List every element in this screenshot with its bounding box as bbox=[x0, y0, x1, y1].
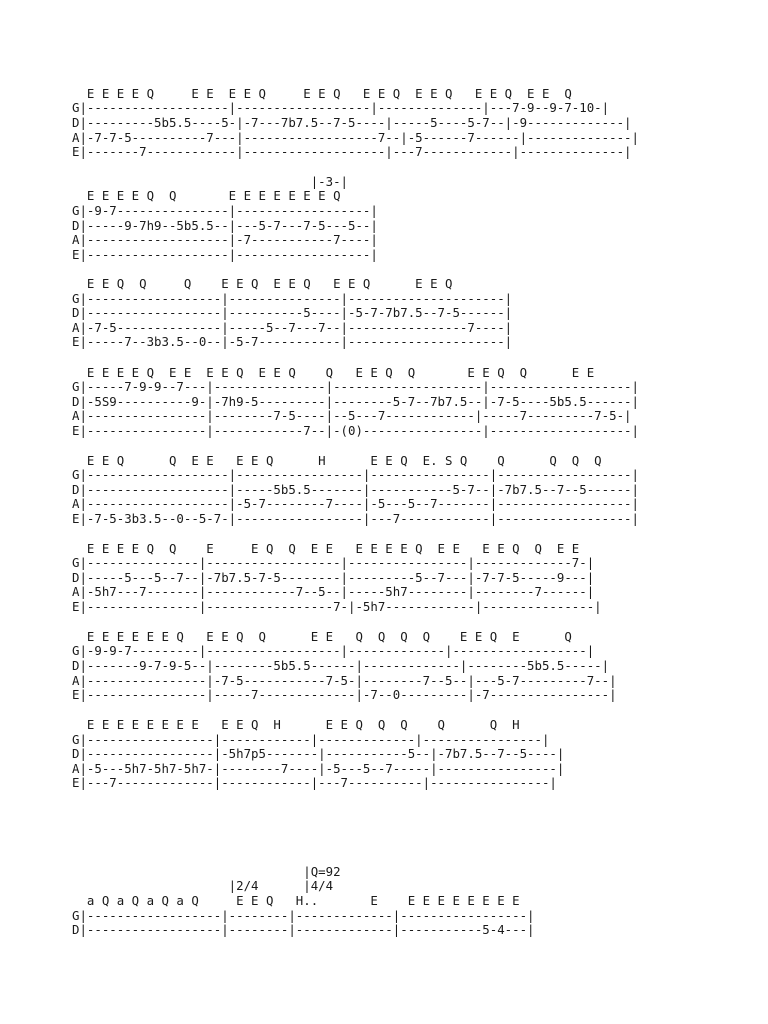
string-line-e: E|-------------------|------------------| bbox=[72, 247, 378, 262]
string-line-d: D|-------9-7-9-5--|--------5b5.5------|-------------|--------5b5.5-----| bbox=[72, 658, 610, 673]
string-line-a: A|-5h7---7-------|------------7--5--|-----5h7--------|--------7------| bbox=[72, 584, 595, 599]
string-line-g: G|-------------------|------------------|--------------|---7-9--9-7-10-| bbox=[72, 100, 610, 115]
rhythm-line: E E Q Q Q E E Q E E Q E E Q E E Q bbox=[72, 276, 453, 291]
string-line-d: D|-----9-7h9--5b5.5--|---5-7---7-5---5--| bbox=[72, 218, 378, 233]
string-line-e: E|----------------|------------7--|-(0)----------------|-------------------| bbox=[72, 423, 639, 438]
string-line-g: G|-----7-9-9--7---|---------------|--------------------|-------------------| bbox=[72, 379, 639, 394]
string-line-a: A|-7-7-5----------7---|------------------7--|-5------7------|--------------| bbox=[72, 130, 639, 145]
rhythm-line: E E E E Q Q E E Q Q E E E E E E Q E E E E Q Q E E bbox=[72, 541, 580, 556]
string-line-e: E|-7-5-3b3.5--0--5-7-|-----------------|---7------------|------------------| bbox=[72, 511, 639, 526]
string-line-g: G|------------------|--------|-------------|-----------------| bbox=[72, 908, 535, 923]
string-line-d: D|-----------------|-5h7p5-------|-----------5--|-7b7.5--7--5----| bbox=[72, 746, 565, 761]
string-line-g: G|-9-9-7---------|------------------|-------------|------------------| bbox=[72, 643, 595, 658]
rhythm-line: E E Q Q E E E E Q H E E Q E. S Q Q Q Q Q bbox=[72, 453, 602, 468]
string-line-g: G|-------------------|-----------------|----------------|------------------| bbox=[72, 467, 639, 482]
rhythm-line: E E E E Q Q E E E E E E E Q bbox=[72, 188, 341, 203]
string-line-d: D|-5S9----------9-|-7h9-5---------|--------5-7--7b7.5--|-7-5----5b5.5------| bbox=[72, 394, 639, 409]
string-line-g: G|-9-7---------------|------------------| bbox=[72, 203, 378, 218]
rhythm-line: a Q a Q a Q a Q E E Q H.. E E E E E E E E E bbox=[72, 893, 520, 908]
string-line-d: D|-------------------|-----5b5.5-------|-----------5-7--|-7b7.5--7--5------| bbox=[72, 482, 639, 497]
string-line-a: A|-5---5h7-5h7-5h7-|--------7----|-5---5--7-----|----------------| bbox=[72, 761, 565, 776]
string-line-a: A|-------------------|-5-7--------7----|-5---5--7-------|------------------| bbox=[72, 496, 639, 511]
string-line-d: D|---------5b5.5----5-|-7---7b7.5--7-5----|-----5----5-7--|-9-------------| bbox=[72, 115, 632, 130]
string-line-a: A|----------------|--------7-5----|--5---7------------|-----7---------7-5-| bbox=[72, 408, 632, 423]
string-line-d: D|-----5---5--7--|-7b7.5-7-5--------|---------5--7---|-7-7-5-----9---| bbox=[72, 570, 595, 585]
time-signature-marking: |2/4 |4/4 bbox=[72, 878, 334, 893]
string-line-a: A|-------------------|-7-----------7----| bbox=[72, 232, 378, 247]
string-line-a: A|-7-5--------------|-----5--7---7--|----------------7----| bbox=[72, 320, 513, 335]
rhythm-line: E E E E Q E E E E Q E E Q E E Q E E Q E E Q E E Q bbox=[72, 86, 572, 101]
string-line-e: E|---7-------------|------------|---7----------|----------------| bbox=[72, 775, 557, 790]
string-line-g: G|-----------------|------------|-------------|----------------| bbox=[72, 732, 550, 747]
string-line-a: A|----------------|-7-5-----------7-5-|--------7--5--|---5-7---------7--| bbox=[72, 673, 617, 688]
string-line-d: D|------------------|----------5----|-5-7-7b7.5--7-5------| bbox=[72, 305, 513, 320]
string-line-g: G|------------------|---------------|---------------------| bbox=[72, 291, 513, 306]
rhythm-line: E E E E Q E E E E Q E E Q Q E E Q Q E E Q Q E E bbox=[72, 365, 595, 380]
rhythm-line: E E E E E E Q E E Q Q E E Q Q Q Q E E Q E Q bbox=[72, 629, 572, 644]
string-line-e: E|-------7------------|-------------------|---7------------|--------------| bbox=[72, 144, 632, 159]
rhythm-line: E E E E E E E E E E Q H E E Q Q Q Q Q H bbox=[72, 717, 520, 732]
string-line-e: E|-----7--3b3.5--0--|-5-7-----------|---------------------| bbox=[72, 334, 513, 349]
tempo-marking: |Q=92 bbox=[72, 864, 341, 879]
string-line-g: G|---------------|------------------|----------------|-------------7-| bbox=[72, 555, 595, 570]
string-line-e: E|---------------|-----------------7-|-5h7------------|---------------| bbox=[72, 599, 602, 614]
string-line-d: D|------------------|--------|-------------|-----------5-4---| bbox=[72, 922, 535, 937]
triplet-bracket: |-3-| bbox=[72, 174, 349, 189]
string-line-e: E|----------------|-----7-------------|-7--0---------|-7----------------| bbox=[72, 687, 617, 702]
